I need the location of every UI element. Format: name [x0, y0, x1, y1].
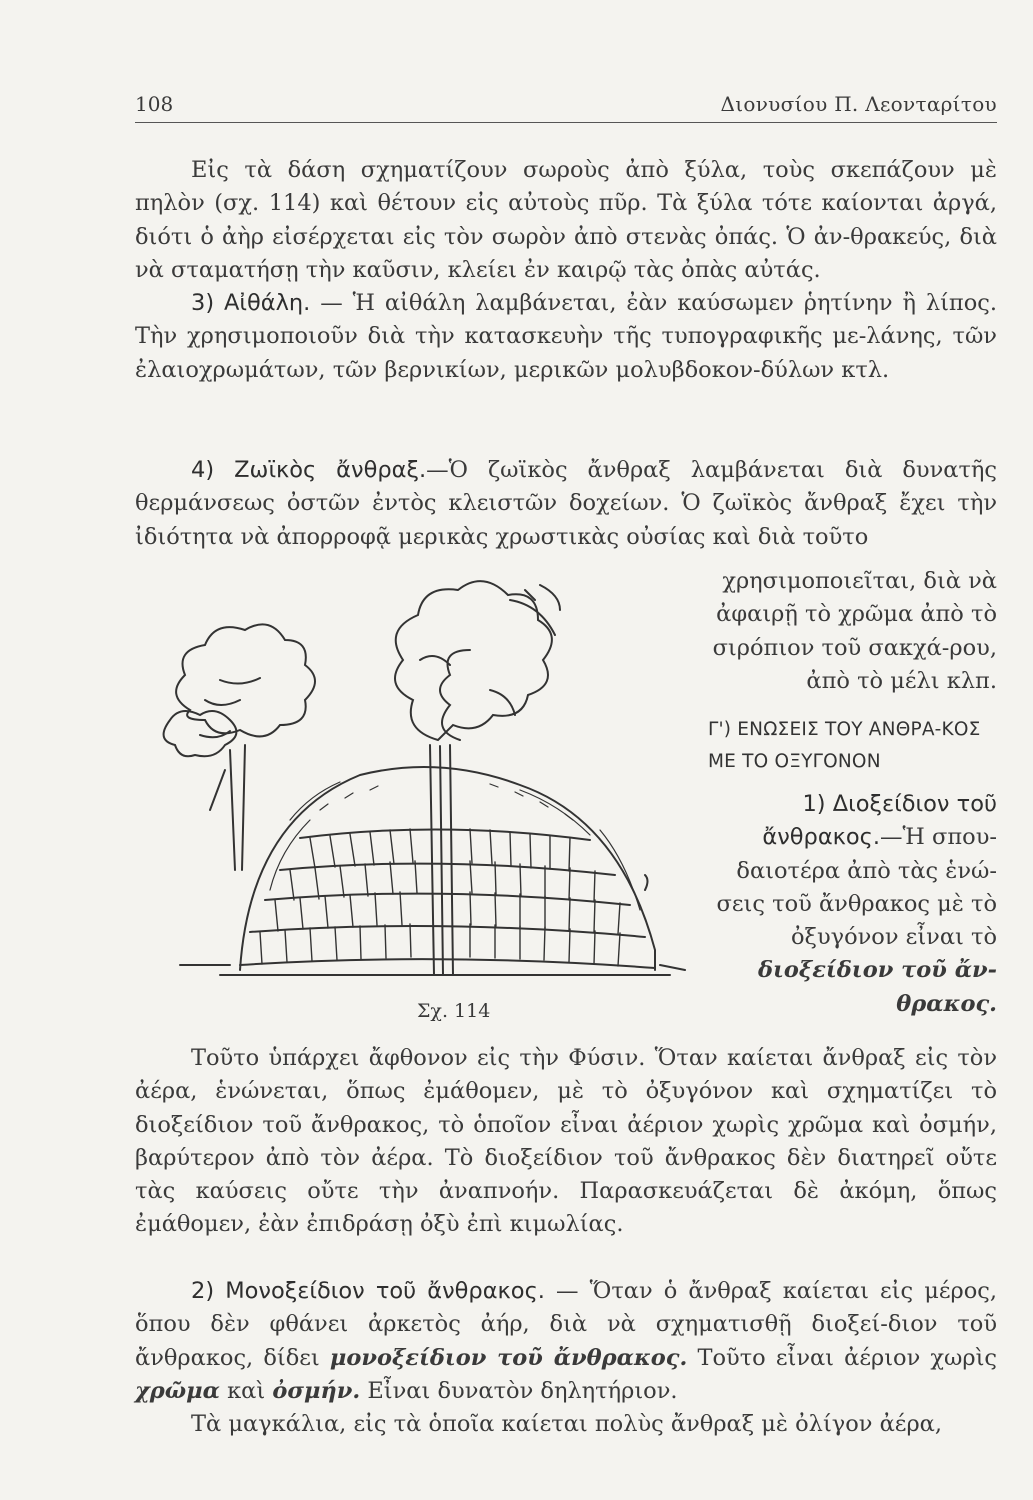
section-title-soot: 3) Αἰθάλη.	[191, 290, 311, 316]
paragraph-text: Τοῦτο ὑπάρχει ἄφθονον εἰς τὴν Φύσιν. Ὅταν καίεται ἄνθραξ εἰς τὸν ἀέρα, ἑνώνεται, ὅπως ἐμάθομεν, μὲ τὸ ὀξυγόνον καὶ σχηματίζει τὸ διοξείδιον τοῦ ἄνθρακος, τὸ ὁποῖον εἶναι ἀέριον χωρὶς χρῶμα καὶ ὀσμήν, βαρύτερον ἀπὸ τὸν ἀέρα. Τὸ διοξείδιον τοῦ ἄνθρακος δὲν διατηρεῖ οὔτε τὰς καύσεις οὔτε τὴν ἀναπνοήν. Παρασκευάζεται δὲ ἀκόμη, ὅπως ἐμάθομεν, ἐὰν ἐπιδράσῃ ὀξὺ ἐπὶ κιμωλίας.	[135, 1045, 997, 1238]
paragraph-charcoal-piles	[135, 154, 997, 287]
paragraph-text: — Ἡ αἰθάλη λαμβάνεται, ἐὰν καύσωμεν ῥητίνην ἢ λίπος. Τὴν χρησιμοποιοῦν διὰ τὴν κατασκευὴν τῆς τυπογραφικῆς με-λάνης, τῶν ἐλαιοχρωμάτων, τῶν βερνικίων, μερικῶν μολυβδοκον-δύλων κτλ.	[135, 290, 997, 383]
term-carbon-monoxide: μονοξείδιον τοῦ ἄνθρακος.	[329, 1344, 688, 1371]
paragraph-soot	[135, 287, 997, 387]
charcoal-kiln-illustration	[160, 570, 690, 990]
paragraph-text: —Ἡ σπου-δαιοτέρα ἀπὸ τὰς ἑνώ-σεις τοῦ ἄνθρακος μὲ τὸ ὀξυγόνον εἶναι τὸ	[716, 824, 997, 951]
paragraph-text: —Ὁ ζωϊκὸς ἄνθραξ λαμβάνεται διὰ δυνατῆς θερμάνσεως ὀστῶν ἐντὸς κλειστῶν δοχείων. Ὁ ζωϊκὸς ἄνθραξ ἔχει τὴν ἰδιότητα νὰ ἀπορροφᾷ μερικὰς χρωστικὰς οὐσίας καὶ διὰ τοῦτο	[135, 457, 997, 550]
paragraph-carbon-dioxide	[690, 788, 997, 1021]
figure-caption: Σχ. 114	[417, 1000, 491, 1022]
paragraph-carbon-monoxide	[135, 1275, 997, 1408]
term-color: χρῶμα	[135, 1377, 220, 1404]
paragraph-text: Τὰ μαγκάλια, εἰς τὰ ὁποῖα καίεται πολὺς ἄνθραξ μὲ ὀλίγον ἀέρα,	[191, 1411, 943, 1437]
paragraph-text: Τοῦτο εἶναι ἀέριον χωρὶς	[687, 1344, 998, 1371]
paragraph-text: Εἶναι δυνατὸν δηλητήριον.	[360, 1377, 678, 1404]
section-subheading: Γ') ΕΝΩΣΕΙΣ ΤΟΥ ΑΝΘΡΑ-ΚΟΣ ΜΕ ΤΟ ΟΞΥΓΟΝΟΝ	[708, 719, 981, 772]
paragraph-braziers	[135, 1408, 997, 1441]
term-carbon-dioxide: διοξείδιον τοῦ ἄν-θρακος.	[758, 957, 997, 1017]
running-head: Διονυσίου Π. Λεονταρίτου	[720, 92, 997, 116]
paragraph-animal-charcoal-continued	[690, 565, 997, 698]
page-number: 108	[135, 92, 174, 116]
section-title-animal-charcoal: 4) Ζωϊκὸς ἄνθραξ.	[191, 457, 427, 483]
section-title-carbon-dioxide: 1) Διοξείδιον τοῦ ἄνθρακος.	[762, 791, 997, 851]
section-title-carbon-monoxide: 2) Μονοξείδιον τοῦ ἄνθρακος.	[191, 1278, 545, 1304]
paragraph-text: καὶ	[219, 1377, 273, 1404]
paragraph-carbon-dioxide-nature	[135, 1042, 997, 1242]
paragraph-text: Εἰς τὰ δάση σχηματίζουν σωροὺς ἀπὸ ξύλα, τοὺς σκεπάζουν μὲ πηλὸν (σχ. 114) καὶ θέτουν εἰς αὐτοὺς πῦρ. Τὰ ξύλα τότε καίονται ἀργά, διότι ὁ ἀὴρ εἰσέρχεται εἰς τὸν σωρὸν ἀπὸ στενὰς ὀπάς. Ὁ ἀν-θρακεύς, διὰ νὰ σταματήσῃ τὴν καῦσιν, κλείει ἐν καιρῷ τὰς ὀπὰς αὐτάς.	[135, 157, 997, 283]
page-header	[135, 88, 997, 123]
paragraph-text: χρησιμοποιεῖται, διὰ νὰ ἀφαιρῇ τὸ χρῶμα ἀπὸ τὸ σιρόπιον τοῦ σακχά-ρου, ἀπὸ τὸ μέλι κλπ.	[712, 568, 997, 694]
term-odor: ὀσμήν.	[272, 1377, 361, 1404]
paragraph-animal-charcoal	[135, 454, 997, 554]
paragraph-text: — Ὅταν ὁ ἄνθραξ καίεται εἰς μέρος, ὅπου δὲν φθάνει ἀρκετὸς ἀήρ, διὰ νὰ σχηματισθῇ διοξεί-διον τοῦ ἄνθρακος, δίδει	[135, 1278, 998, 1371]
